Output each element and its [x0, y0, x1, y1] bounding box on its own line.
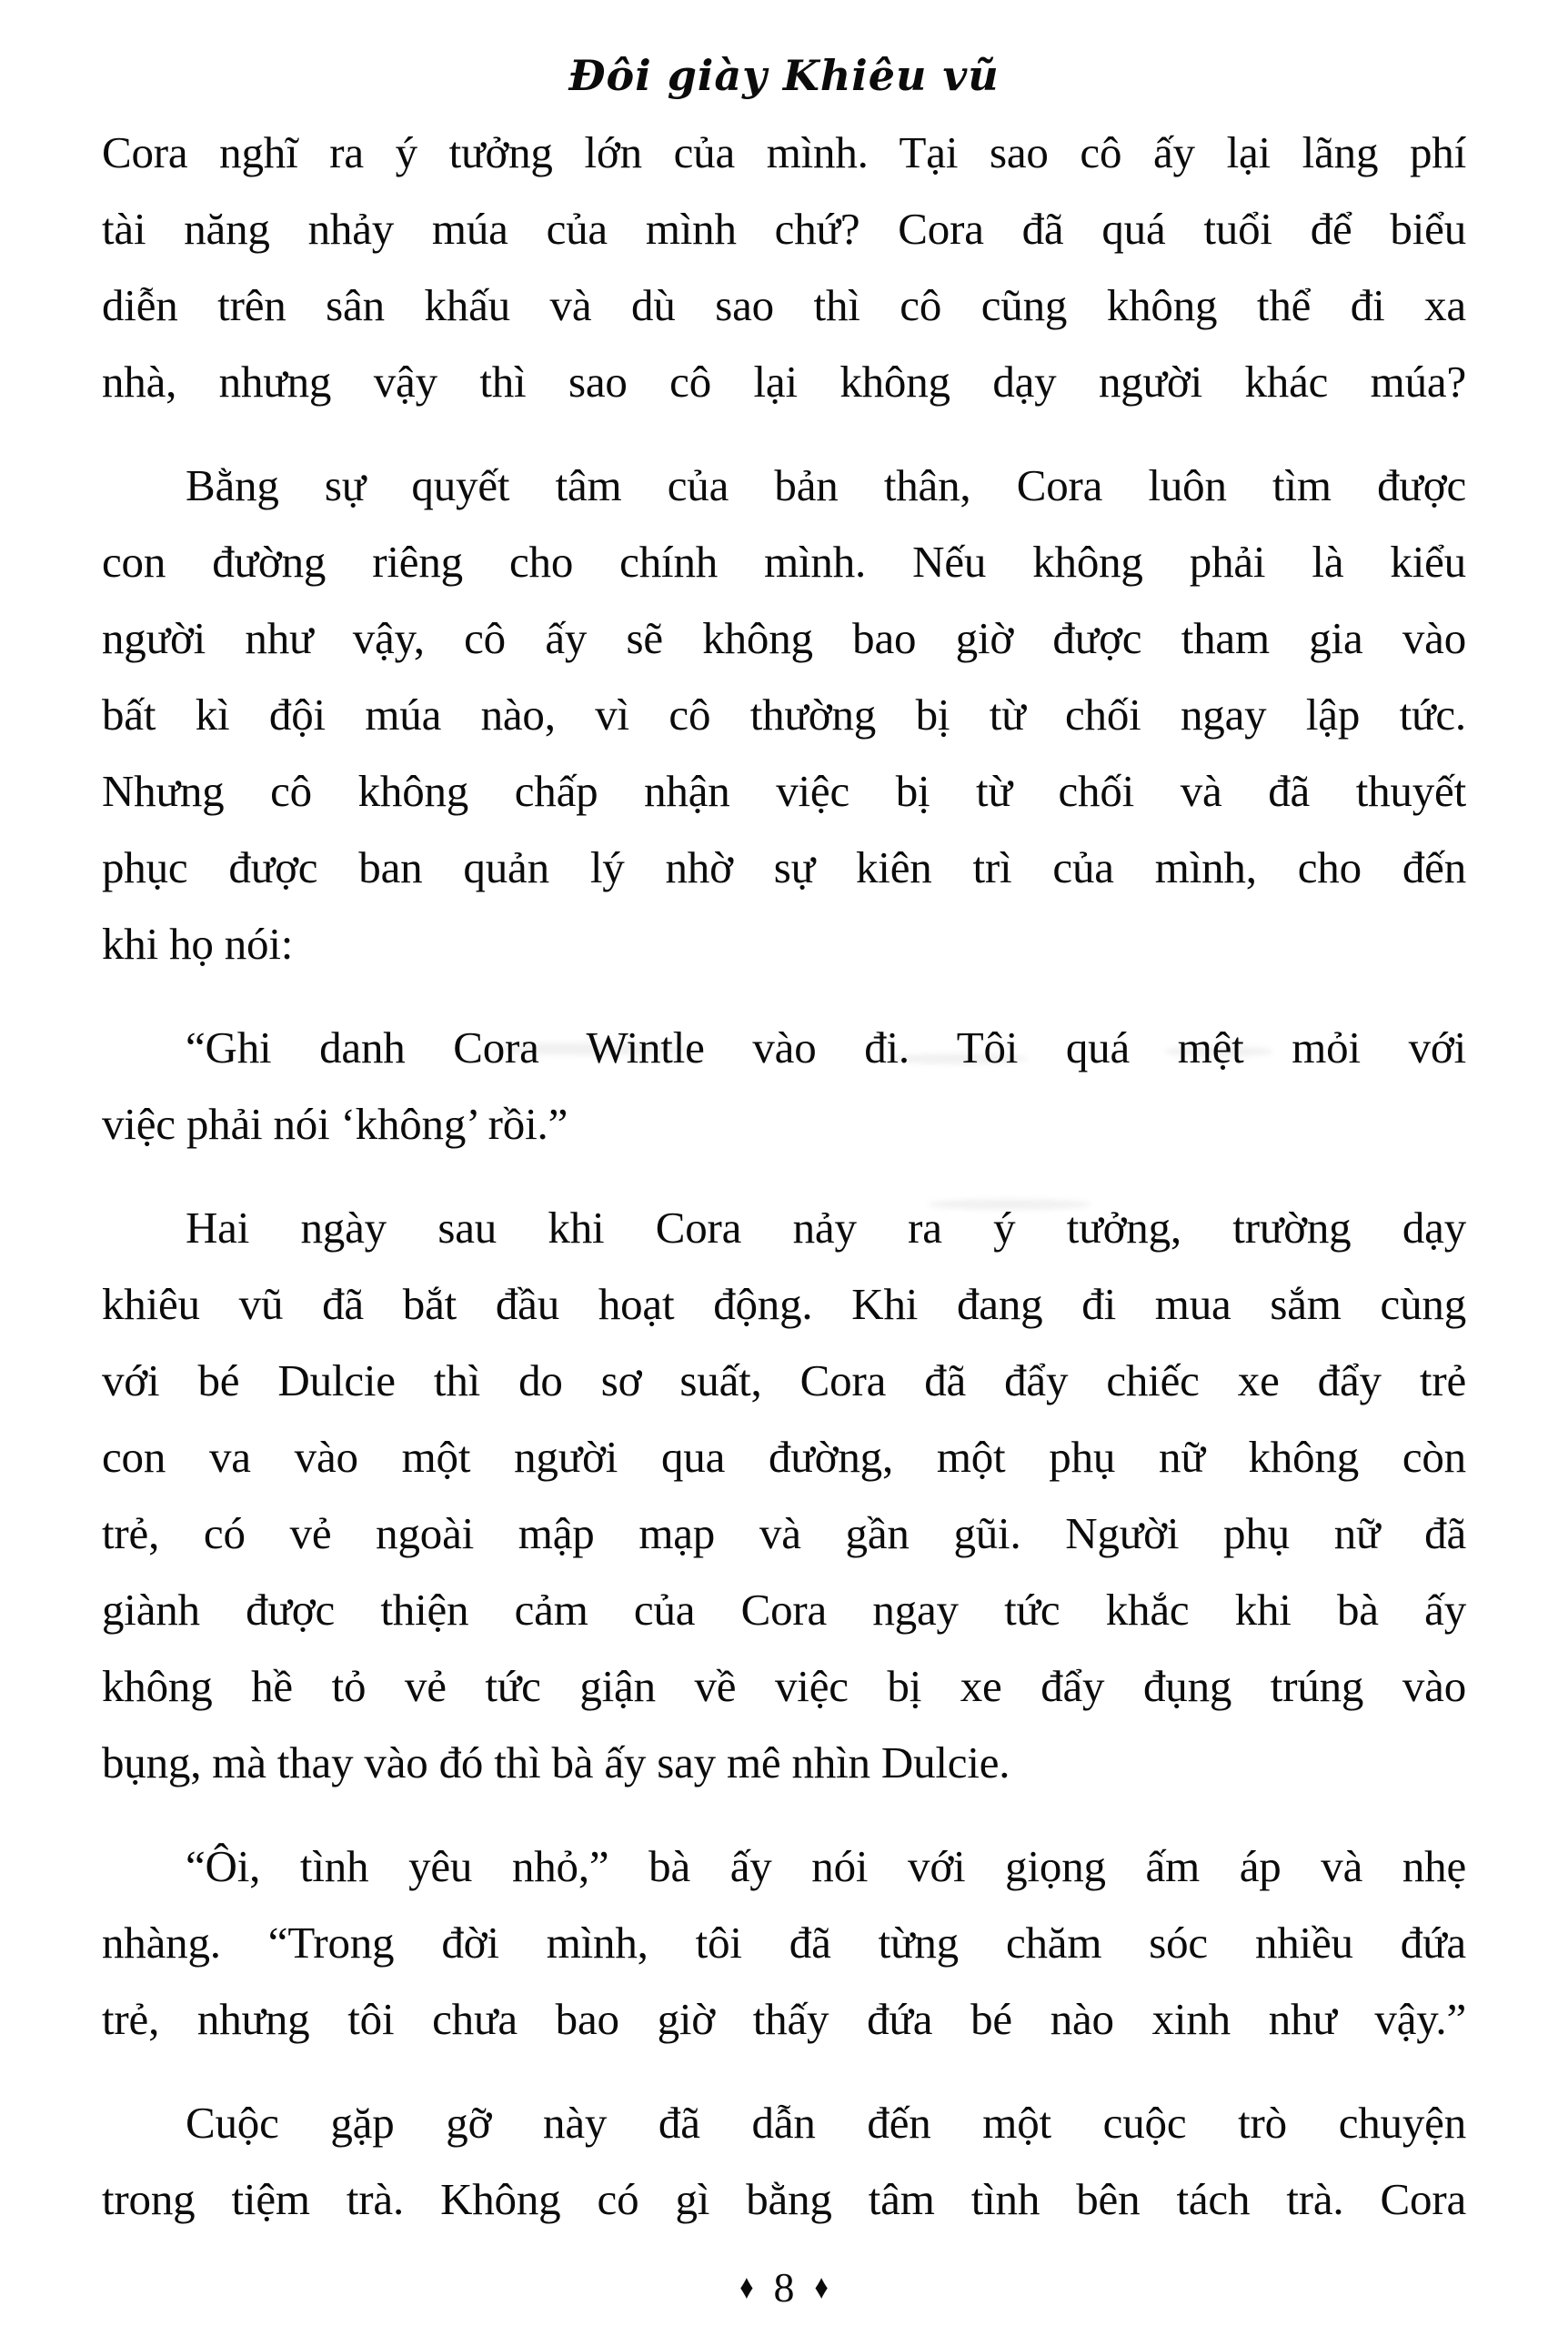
page-body [102, 115, 1466, 2265]
text-line: tài năng nhảy múa của mình chứ? Cora đã quá tuổi để biểu [102, 204, 1466, 254]
paragraph [102, 115, 1466, 420]
text-line: khiêu vũ đã bắt đầu hoạt động. Khi đang đi mua sắm cùng [102, 1279, 1466, 1329]
page-header-title: Đôi giày Khiêu vũ [568, 51, 1000, 100]
text-line: Hai ngày sau khi Cora nảy ra ý tưởng, trường dạy [186, 1203, 1466, 1253]
text-line: trẻ, nhưng tôi chưa bao giờ thấy đứa bé nào xinh như vậy.” [102, 1994, 1466, 2044]
footer-ornament-left-icon: ♦ [739, 2268, 754, 2306]
footer-ornament-right-icon: ♦ [814, 2268, 829, 2306]
text-line: “Ghi danh Cora Wintle vào đi. Tôi quá mệt mỏi với [186, 1022, 1466, 1072]
text-line: bụng, mà thay vào đó thì bà ấy say mê nhìn Dulcie. [102, 1737, 1010, 1787]
paragraph [102, 1010, 1466, 1163]
text-line: nhà, nhưng vậy thì sao cô lại không dạy người khác múa? [102, 357, 1466, 407]
text-line: bất kì đội múa nào, vì cô thường bị từ chối ngay lập tức. [102, 690, 1466, 740]
text-line: phục được ban quản lý nhờ sự kiên trì của mình, cho đến [102, 842, 1466, 892]
text-line: “Ôi, tình yêu nhỏ,” bà ấy nói với giọng ấm áp và nhẹ [186, 1841, 1466, 1891]
text-line: con đường riêng cho chính mình. Nếu không phải là kiểu [102, 537, 1466, 587]
text-line: việc phải nói ‘không’ rồi.” [102, 1099, 568, 1149]
text-line: khi họ nói: [102, 919, 294, 969]
paragraph [102, 448, 1466, 982]
page-number: 8 [773, 2264, 795, 2311]
text-line: Cora nghĩ ra ý tưởng lớn của mình. Tại sao cô ấy lại lãng phí [102, 127, 1466, 177]
text-line: Nhưng cô không chấp nhận việc bị từ chối và đã thuyết [102, 766, 1466, 816]
text-line: trẻ, có vẻ ngoài mập mạp và gần gũi. Người phụ nữ đã [102, 1508, 1466, 1558]
text-line: con va vào một người qua đường, một phụ nữ không còn [102, 1432, 1466, 1482]
text-line: nhàng. “Trong đời mình, tôi đã từng chăm sóc nhiều đứa [102, 1918, 1466, 1968]
paragraph [102, 2085, 1466, 2238]
text-line: trong tiệm trà. Không có gì bằng tâm tình bên tách trà. Cora [102, 2174, 1466, 2224]
text-line: diễn trên sân khấu và dù sao thì cô cũng không thể đi xa [102, 280, 1466, 330]
text-line: Bằng sự quyết tâm của bản thân, Cora luôn tìm được [186, 460, 1466, 510]
paragraph [102, 1828, 1466, 2058]
text-line: với bé Dulcie thì do sơ suất, Cora đã đẩy chiếc xe đẩy trẻ [102, 1355, 1466, 1405]
page-footer [0, 2264, 1568, 2311]
text-line: Cuộc gặp gỡ này đã dẫn đến một cuộc trò chuyện [186, 2098, 1466, 2148]
paragraph [102, 1190, 1466, 1801]
text-line: giành được thiện cảm của Cora ngay tức khắc khi bà ấy [102, 1585, 1466, 1635]
text-line: không hề tỏ vẻ tức giận về việc bị xe đẩy đụng trúng vào [102, 1661, 1466, 1711]
text-line: người như vậy, cô ấy sẽ không bao giờ được tham gia vào [102, 613, 1466, 663]
